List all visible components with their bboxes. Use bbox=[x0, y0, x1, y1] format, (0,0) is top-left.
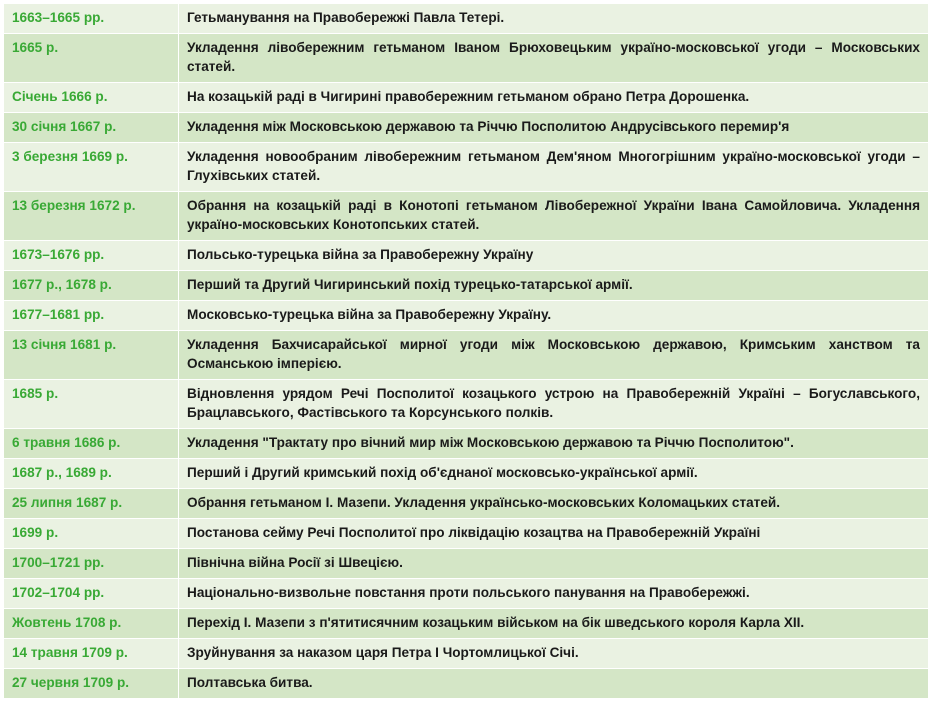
table-row bbox=[4, 271, 929, 301]
table-row bbox=[4, 192, 929, 241]
date-cell: 1677 р., 1678 р. bbox=[4, 271, 179, 301]
date-cell: 27 червня 1709 р. bbox=[4, 669, 179, 699]
date-cell: 1685 р. bbox=[4, 380, 179, 429]
table-row bbox=[4, 579, 929, 609]
date-cell: 1663–1665 рр. bbox=[4, 4, 179, 34]
date-cell: 3 березня 1669 р. bbox=[4, 143, 179, 192]
event-cell: Перший і Другий кримський похід об'єднаної московсько-української армії. bbox=[179, 459, 929, 489]
event-cell: Зруйнування за наказом царя Петра І Чортомлицької Січі. bbox=[179, 639, 929, 669]
event-cell: Перший та Другий Чигиринський похід турецько-татарської армії. bbox=[179, 271, 929, 301]
event-cell: Обрання на козацькій раді в Конотопі гетьманом Лівобережної України Івана Самойловича. Укладення україно-московських Конотопських статей. bbox=[179, 192, 929, 241]
date-cell: 1673–1676 рр. bbox=[4, 241, 179, 271]
table-row bbox=[4, 34, 929, 83]
table-row bbox=[4, 143, 929, 192]
chronology-table bbox=[3, 3, 929, 699]
date-cell: Січень 1666 р. bbox=[4, 83, 179, 113]
date-cell: 1665 р. bbox=[4, 34, 179, 83]
table-row bbox=[4, 549, 929, 579]
table-row bbox=[4, 609, 929, 639]
date-cell: 1700–1721 рр. bbox=[4, 549, 179, 579]
table-row bbox=[4, 519, 929, 549]
event-cell: Північна війна Росії зі Швецією. bbox=[179, 549, 929, 579]
date-cell: 30 січня 1667 р. bbox=[4, 113, 179, 143]
event-cell: Укладення новообраним лівобережним гетьманом Дем'яном Многогрішним україно-московської угоди – Глухівських статей. bbox=[179, 143, 929, 192]
event-cell: Полтавська битва. bbox=[179, 669, 929, 699]
table-row bbox=[4, 489, 929, 519]
table-row bbox=[4, 83, 929, 113]
event-cell: Московсько-турецька війна за Правобережну Україну. bbox=[179, 301, 929, 331]
event-cell: Укладення лівобережним гетьманом Іваном Брюховецьким україно-московської угоди – Московських статей. bbox=[179, 34, 929, 83]
table-row bbox=[4, 241, 929, 271]
table-row bbox=[4, 669, 929, 699]
event-cell: Укладення "Трактату про вічний мир між Московською державою та Річчю Посполитою". bbox=[179, 429, 929, 459]
event-cell: Польсько-турецька війна за Правобережну Україну bbox=[179, 241, 929, 271]
event-cell: Постанова сейму Речі Посполитої про ліквідацію козацтва на Правобережній Україні bbox=[179, 519, 929, 549]
date-cell: 1677–1681 рр. bbox=[4, 301, 179, 331]
event-cell: На козацькій раді в Чигирині правобережним гетьманом обрано Петра Дорошенка. bbox=[179, 83, 929, 113]
event-cell: Укладення Бахчисарайської мирної угоди між Московською державою, Кримським ханством та Османською імперією. bbox=[179, 331, 929, 380]
table-row bbox=[4, 301, 929, 331]
date-cell: 6 травня 1686 р. bbox=[4, 429, 179, 459]
date-cell: 25 липня 1687 р. bbox=[4, 489, 179, 519]
table-row bbox=[4, 113, 929, 143]
event-cell: Обрання гетьманом І. Мазепи. Укладення українсько-московських Коломацьких статей. bbox=[179, 489, 929, 519]
event-cell: Відновлення урядом Речі Посполитої козацького устрою на Правобережній Україні – Богуславського, Брацлавського, Фастівського та Корсунського полків. bbox=[179, 380, 929, 429]
table-row bbox=[4, 380, 929, 429]
date-cell: Жовтень 1708 р. bbox=[4, 609, 179, 639]
table-row bbox=[4, 429, 929, 459]
date-cell: 13 січня 1681 р. bbox=[4, 331, 179, 380]
table-row bbox=[4, 331, 929, 380]
date-cell: 13 березня 1672 р. bbox=[4, 192, 179, 241]
event-cell: Гетьманування на Правобережжі Павла Тетері. bbox=[179, 4, 929, 34]
table-row bbox=[4, 639, 929, 669]
date-cell: 1699 р. bbox=[4, 519, 179, 549]
event-cell: Укладення між Московською державою та Річчю Посполитою Андрусівського перемир'я bbox=[179, 113, 929, 143]
event-cell: Перехід І. Мазепи з п'ятитисячним козацьким військом на бік шведського короля Карла XII. bbox=[179, 609, 929, 639]
date-cell: 1687 р., 1689 р. bbox=[4, 459, 179, 489]
date-cell: 1702–1704 рр. bbox=[4, 579, 179, 609]
table-row bbox=[4, 459, 929, 489]
date-cell: 14 травня 1709 р. bbox=[4, 639, 179, 669]
table-row bbox=[4, 4, 929, 34]
event-cell: Національно-визвольне повстання проти польського панування на Правобережжі. bbox=[179, 579, 929, 609]
